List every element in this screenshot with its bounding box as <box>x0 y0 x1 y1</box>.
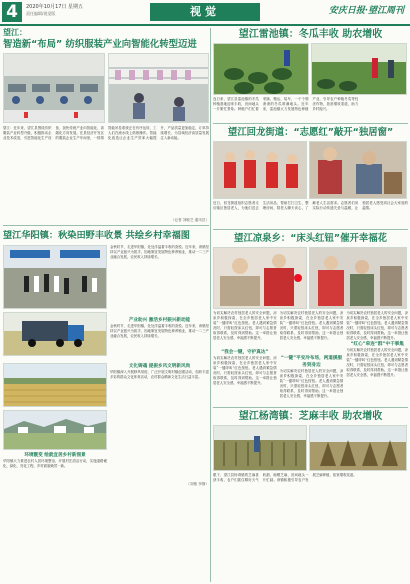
section-title: 视觉 <box>150 3 260 21</box>
workshop-scene-image <box>109 54 209 123</box>
field-scene-image <box>4 364 107 407</box>
article-title: 望江华阳镇：秋染田野丰收景 共绘乡村幸福图 <box>3 230 190 241</box>
article-body: 金秋时节，走进华阳镇，处处洋溢着丰收的喜悦。近年来，该镇坚持以产业振兴为抓手，因地制宜发展特色种养殖业，推动一二三产业融合发展，农民收入持续增长。 <box>110 245 209 260</box>
article-body: 为切实解决农村独居老人的安全问题，凉泉乡积极探索，在全乡独居老人家中安装“一键呼叫”红色按钮。老人遇到紧急情况时，只需轻按床头红钮，即可与志愿者取得联系，及时得到帮助。这一举措让独居老人安全感、幸福感不断提升。 <box>213 356 277 386</box>
factory-scene-image <box>4 54 105 123</box>
article-body: 为切实解决农村独居老人的安全问题，凉泉乡积极探索，在全乡独居老人家中安装“一键呼叫”红色按钮。老人遇到紧急情况时，只需轻按床头红钮，即可与志愿者取得联系，及时得到帮助。这一举措让独居老人安全感、幸福感不断提升。 <box>279 369 344 399</box>
photo-home-visit <box>309 247 407 309</box>
article-huayang <box>3 229 209 493</box>
column-divider <box>210 28 211 582</box>
photo-elderly-visit <box>309 141 407 199</box>
photo-truck-harvest <box>3 312 107 356</box>
photo-melon-field-1 <box>213 43 309 95</box>
elderly-scene-image <box>310 142 407 199</box>
article-liangquan <box>213 232 408 405</box>
photo-sesame-field <box>213 425 307 471</box>
photo-basketball-game <box>3 245 107 309</box>
melon-scene-image <box>214 44 309 95</box>
left-column <box>3 28 209 493</box>
article-body: 望江：近年来，望江县围绕纺织服装产业转型升级，积极推动企业技术改造，引进智能化生产设备，加快传统产业向智能化、高端化方向发展。在县经济开发区的服装企业生产车间里，一排排智能吊挂系统正在有序运转，工人们在流水线上熟练操作。智能化改造让企业生产效率大幅提升，产品质量更加稳定，订单持续增长，为县域经济高质量发展注入新动能。 <box>3 126 209 141</box>
article-title: 望江雷池镇：冬瓜丰收 助农增收 <box>238 29 383 40</box>
article-subhead: 文化铸魂 提振乡风文明新风尚 <box>128 364 191 369</box>
photo-red-button-elder <box>213 247 307 309</box>
article-leimi <box>213 28 408 121</box>
article-body: 华阳镇大力推进农村人居环境整治，开展村庄清洁行动，实施道路硬化、绿化、亮化工程，乡村面貌焕然一新。 <box>3 459 107 469</box>
home-visit-scene-image <box>310 248 407 309</box>
truck-scene-image <box>4 313 107 356</box>
photo-sesame-drying <box>309 425 407 471</box>
photo-factory-floor <box>3 53 105 123</box>
article-title: 智造新“布局” 纺织服装产业向智能化转型迈进 <box>3 39 197 50</box>
section-rule <box>213 407 408 408</box>
article-body: 为切实解决农村独居老人的安全问题，凉泉乡积极探索，在全乡独居老人家中安装“一键呼叫”红色按钮。老人遇到紧急情况时，只需轻按床头红钮，即可与志愿者取得联系，及时得到帮助。这一举措让独居老人安全感、幸福感不断提升。 <box>346 311 408 341</box>
photo-field-village <box>3 363 107 407</box>
photo-village-landscape <box>3 410 107 450</box>
article-subhead: 产业助兴 激活乡村振兴新动能 <box>128 318 191 323</box>
basketball-scene-image <box>4 246 107 309</box>
red-button-scene-image <box>214 248 307 309</box>
article-garment <box>3 28 209 223</box>
article-credit: （记者 刘敏芝 通讯员） <box>170 218 209 222</box>
article-huilong <box>213 126 408 227</box>
landscape-scene-image <box>4 411 107 450</box>
volunteers-scene-image <box>214 142 307 199</box>
article-body: 连日来，望江县雷池镇的冬瓜种植基地迎来丰收，田间地头一片繁忙景象。种植户们忙着采摘、搬运、装车，一个个圆滚滚的冬瓜堆满地头。近年来，雷池镇大力发展特色种植产业，引导农户种植冬瓜等经济作物，拓宽增收渠道，助力乡村振兴。 <box>213 97 359 112</box>
section-rule <box>213 123 408 124</box>
article-title: 望江凉泉乡：“床头红钮”催开幸福花 <box>234 233 387 244</box>
page-number: 4 <box>2 2 22 22</box>
article-subhead: “我会一键，守护真达” <box>221 350 269 355</box>
page-header <box>0 0 410 26</box>
section-rule <box>213 229 408 230</box>
article-body: 为切实解决农村独居老人的安全问题，凉泉乡积极探索，在全乡独居老人家中安装“一键呼叫”红色按钮。老人遇到紧急情况时，只需轻按床头红钮，即可与志愿者取得联系，及时得到帮助。这一举措让独居老人安全感、幸福感不断提升。 <box>213 311 277 341</box>
header-rule <box>0 24 410 26</box>
sesame-drying-image <box>310 426 407 471</box>
section-rule <box>3 225 209 226</box>
photo-volunteers <box>213 141 307 199</box>
article-subhead: 环境靓变 绘就宜居乡村新图景 <box>24 453 86 458</box>
photo-garment-workshop <box>108 53 209 123</box>
article-title: 望江回龙街道：“志愿红”敲开“独居窗” <box>227 127 394 138</box>
article-subhead: “一键”平安冷布场，两道援服务到身边 <box>280 356 343 368</box>
article-title: 望江杨湾镇：芝麻丰收 助农增收 <box>238 411 383 422</box>
sesame-field-image <box>214 426 307 471</box>
melon-harvest-image <box>312 44 407 95</box>
paper-name: 安庆日报·望江周刊 <box>328 6 404 16</box>
article-yangqiao <box>213 410 408 499</box>
article-body: 金秋时节，走进华阳镇，处处洋溢着丰收的喜悦。近年来，该镇坚持以产业振兴为抓手，因地制宜发展特色种养殖业，推动一二三产业融合发展，农民收入持续增长。 <box>110 324 209 339</box>
article-body: 眼下，望江县杨湾镇的芝麻喜获丰收，农户们抓住晴好天气收割、晾晒芝麻，田间地头一片忙碌。该镇积极引导农户发展芝麻种植，拓宽增收渠道。 <box>213 473 357 483</box>
right-column <box>213 28 408 499</box>
article-body: 为切实解决农村独居老人的安全问题，凉泉乡积极探索，在全乡独居老人家中安装“一键呼叫”红色按钮。老人遇到紧急情况时，只需轻按床头红钮，即可与志愿者取得联系，及时得到帮助。这一举措让独居老人安全感、幸福感不断提升。 <box>346 348 408 378</box>
article-subhead: “红心”牵连“群”中干事集 <box>350 342 404 347</box>
editor-line: 责任编辑/视觉版 <box>26 11 56 16</box>
issue-date: 2020年10月17日 星期五 <box>26 4 84 10</box>
article-body: 为切实解决农村独居老人的安全问题，凉泉乡积极探索，在全乡独居老人家中安装“一键呼叫”红色按钮。老人遇到紧急情况时，只需轻按床头红钮，即可与志愿者取得联系，及时得到帮助。这一举措让独居老人安全感、幸福感不断提升。 <box>279 311 344 341</box>
article-body: 华阳镇深入开展移风易俗，广泛开展文明村镇创建活动，组织丰富多彩的群众文化体育活动，农村群众精神文化生活日益丰富。 <box>110 370 209 380</box>
article-body: 近日，回龙街道组织志愿者走访辖区独居老人，为他们送去生活用品，帮助打扫卫生、整理房间，陪老人聊天谈心，了解老人生活需求。志愿者们用实际行动传递关爱与温暖，让独居老人感受到社会大家庭的温情。 <box>213 201 408 211</box>
article-kicker: 望江： <box>3 28 27 37</box>
article-credit: （刘敏 李静） <box>186 482 209 486</box>
photo-melon-field-2 <box>311 43 407 95</box>
